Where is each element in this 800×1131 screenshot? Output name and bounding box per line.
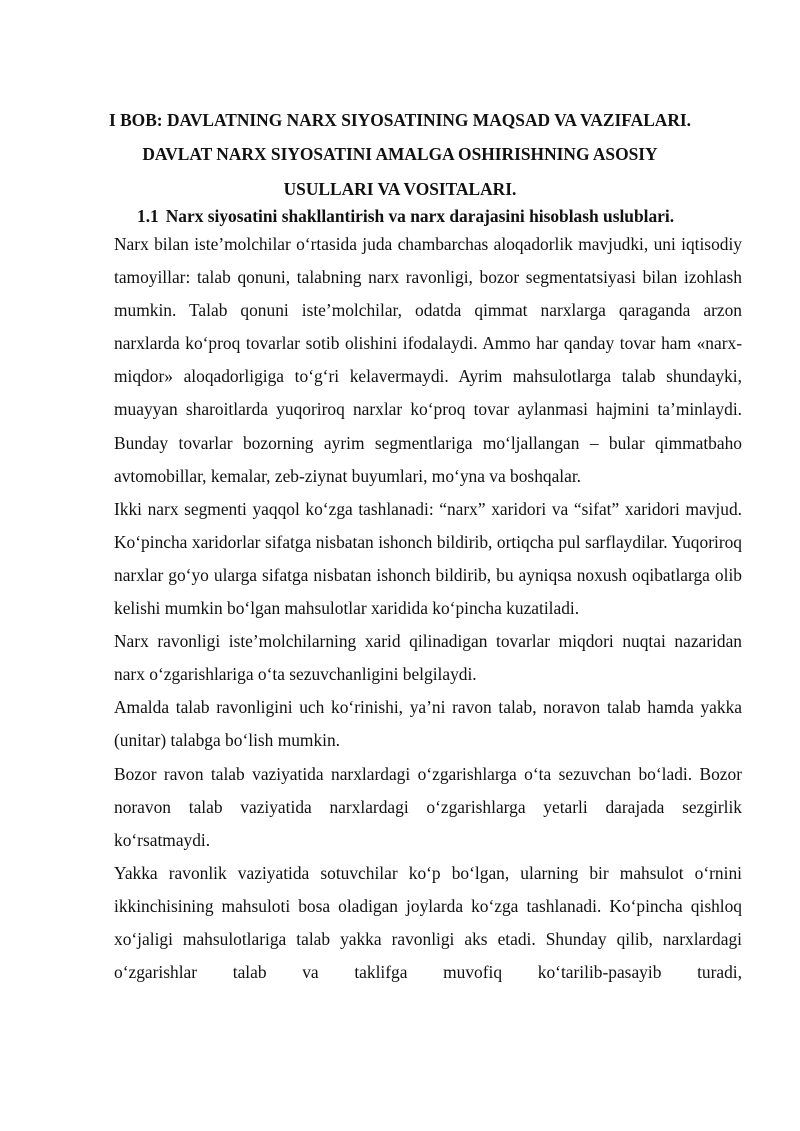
section-heading bbox=[137, 204, 674, 228]
paragraph: Ikki narx segmenti yaqqol ko‘zga tashlanadi: “narx” xaridori va “sifat” xaridori mavjud. Ko‘pincha xaridorlar sifatga nisbatan ishonch bildirib, ortiqcha pul sarflaydilar. Yuqoriroq narxlar go‘yo ularga sifatga nisbatan ishonch bildirib, bu ayniqsa noxush oqibatlarga olib kelishi mumkin bo‘lgan mahsulotlar xaridida ko‘pincha kuzatiladi. bbox=[114, 498, 742, 619]
chapter-title: I BOB: DAVLATNING NARX SIYOSATINING MAQSAD VA VAZIFALARI. DAVLAT NARX SIYOSATINI AMALGA OSHIRISHNING ASOSIY USULLARI VA VOSITALARI. bbox=[108, 110, 692, 199]
paragraph: Narx bilan iste’molchilar o‘rtasida juda chambarchas aloqadorlik mavjudki, uni iqtisodiy tamoyillar: talab qonuni, talabning narx ravonligi, bozor segmentatsiyasi bilan izohlash mumkin. Talab qonuni iste’molchilar, odatda qimmat narxlarga qaraganda arzon narxlarda ko‘proq tovarlar sotib olishini ifodalaydi. Ammo har qanday tovar ham «narx-miqdor» aloqadorligiga to‘g‘ri kelavermaydi. Ayrim mahsulotlarga talab shundayki, muayyan sharoitlarda yuqoriroq narxlar ko‘proq tovar aylanmasi hajmini ta’minlaydi. Bunday tovarlar bozorning ayrim segmentlariga mo‘ljallangan – bular qimmatbaho avtomobillar, kemalar, zeb-ziynat buyumlari, mo‘yna va boshqalar. bbox=[114, 234, 742, 486]
section-number: 1.1 bbox=[137, 206, 159, 226]
paragraph: Bozor ravon talab vaziyatida narxlardagi o‘zgarishlarga o‘ta sezuvchan bo‘ladi. Bozor noravon talab vaziyatida narxlardagi o‘zgarishlarga yetarli darajada sezgirlik ko‘rsatmaydi. bbox=[114, 763, 742, 850]
paragraph: Amalda talab ravonligini uch ko‘rinishi, ya’ni ravon talab, noravon talab hamda yakka (unitar) talabga bo‘lish mumkin. bbox=[114, 697, 742, 751]
body-text bbox=[114, 228, 742, 989]
section-title: Narx siyosatini shakllantirish va narx darajasini hisoblash uslublari. bbox=[165, 206, 675, 226]
paragraph: Yakka ravonlik vaziyatida sotuvchilar ko‘p bo‘lgan, ularning bir mahsulot o‘rnini ikkinchisining mahsuloti bosa oladigan joylarda ko‘zga tashlanadi. Ko‘pincha qishloq xo‘jaligi mahsulotlariga talab yakka ravonligi aks etadi. Shunday qilib, narxlardagi o‘zgarishlar talab va taklifga muvofiq ko‘tarilib-pasayib turadi, bbox=[114, 862, 742, 983]
paragraph: Narx ravonligi iste’molchilarning xarid qilinadigan tovarlar miqdori nuqtai nazaridan narx o‘zgarishlariga o‘ta sezuvchanligini belgilaydi. bbox=[114, 631, 742, 685]
